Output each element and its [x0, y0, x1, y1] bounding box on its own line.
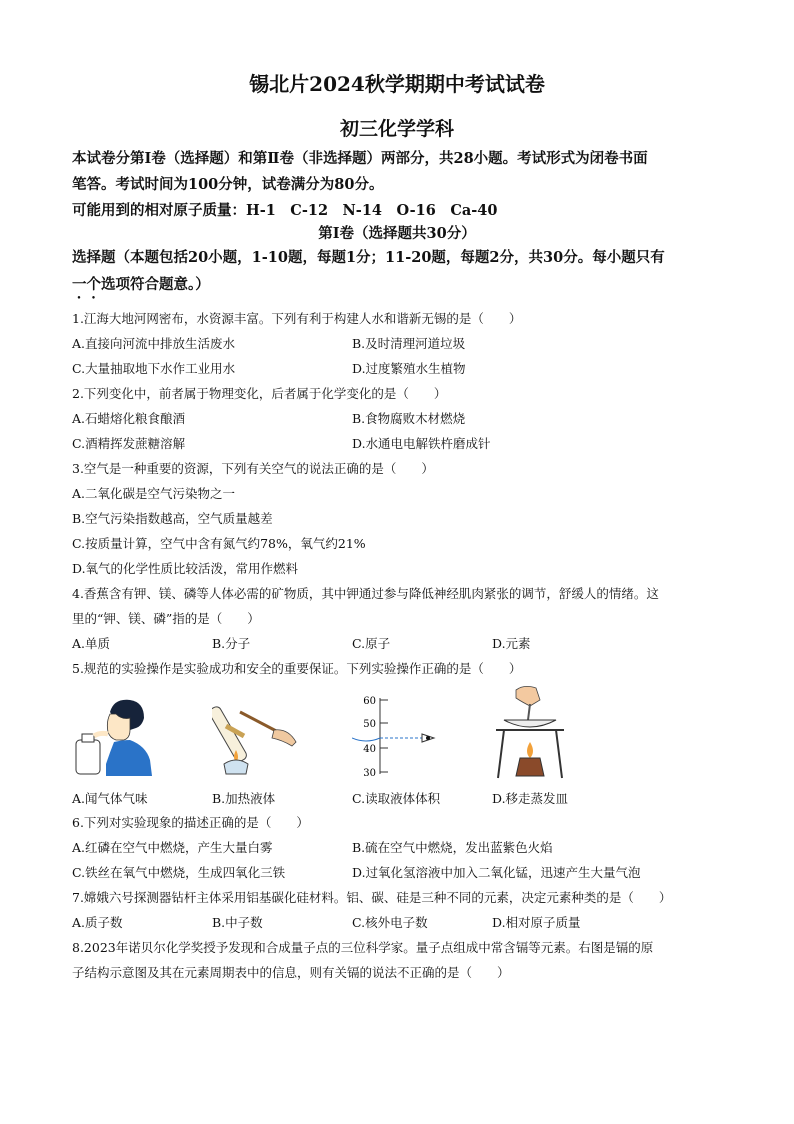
question-8-stem-line-2: 子结构示意图及其在元素周期表中的信息，则有关镉的说法不正确的是（ ）: [72, 965, 510, 980]
question-7-option-a: A.质子数: [72, 915, 123, 930]
stand-leg-right: [556, 730, 562, 778]
flame-shape: [527, 742, 533, 758]
smell-gas-figure: [70, 694, 152, 778]
question-1-stem: 1.江海大地河网密布，水资源丰富。下列有利于构建人水和谐新无锡的是（ ）: [72, 311, 522, 326]
question-6-stem: 6.下列对实验现象的描述正确的是（ ）: [72, 815, 309, 830]
evaporating-dish: [504, 720, 556, 727]
question-5-option-a: A.闻气体气味: [72, 791, 148, 806]
question-4-stem-line-1: 4.香蕉含有钾、镁、磷等人体必需的矿物质，其中钾通过参与降低神经肌肉紧张的调节，舒缓人的情绪。这: [72, 586, 659, 601]
question-4-option-c: C.原子: [352, 636, 391, 651]
question-2-option-d: D.水通电电解铁杵磨成针: [352, 436, 491, 451]
instruction-line-2: [72, 273, 210, 302]
question-2-option-b: B.食物腐败木材燃烧: [352, 411, 466, 426]
exam-subtitle: 初三化学学科: [339, 118, 454, 140]
question-6-option-b: B.硫在空气中燃烧，发出蓝紫色火焰: [352, 840, 553, 855]
eye-pupil: [426, 736, 430, 740]
alcohol-lamp: [516, 758, 544, 776]
question-5-option-c: C.读取液体体积: [352, 791, 441, 806]
question-3-stem: 3.空气是一种重要的资源，下列有关空气的说法正确的是（ ）: [72, 461, 434, 476]
read-volume-figure: [352, 690, 442, 780]
question-8-stem-line-1: 8.2023年诺贝尔化学奖授予发现和合成量子点的三位科学家。量子点组成中常含镉等元素。右图是镉的原: [72, 940, 654, 955]
question-5-option-d: D.移走蒸发皿: [492, 791, 569, 806]
question-2-stem: 2.下列变化中，前者属于物理变化，后者属于化学变化的是（ ）: [72, 386, 447, 401]
question-3-option-a: A.二氧化碳是空气污染物之一: [72, 486, 236, 501]
tick-label: 40: [363, 744, 376, 755]
question-5-option-b: B.加热液体: [212, 791, 276, 806]
question-7-option-b: B.中子数: [212, 915, 263, 930]
move-dish-figure: [490, 684, 570, 780]
hand-shape: [272, 730, 296, 746]
tick-label: 60: [363, 696, 376, 707]
stand-leg-left: [498, 730, 504, 778]
tick-label: 30: [363, 768, 376, 779]
question-7-stem: 7.嫦娥六号探测器钻杆主体采用铝基碳化硅材料。铝、碳、硅是三种不同的元素，决定元素种类的是（ ）: [72, 890, 672, 905]
question-6-option-c: C.铁丝在氧气中燃烧，生成四氧化三铁: [72, 865, 286, 880]
hand-shape: [516, 686, 540, 706]
instruction-rest: 选项符合题意。）: [101, 276, 210, 293]
question-7-option-d: D.相对原子质量: [492, 915, 581, 930]
question-5-stem: 5.规范的实验操作是实验成功和安全的重要保证。下列实验操作正确的是（ ）: [72, 661, 522, 676]
question-2-option-a: A.石蜡熔化粮食酿酒: [72, 411, 186, 426]
question-6-option-d: D.过氧化氢溶液中加入二氧化锰，迅速产生大量气泡: [352, 865, 641, 880]
tick-label: 50: [363, 719, 376, 730]
alcohol-lamp: [224, 760, 248, 774]
emphasis-dotted: 一个: [72, 276, 101, 293]
question-7-option-c: C.核外电子数: [352, 915, 428, 930]
question-1-option-c: C.大量抽取地下水作工业用水: [72, 361, 236, 376]
exam-title: 锡北片2024秋学期期中考试试卷: [249, 72, 545, 96]
hand-shape: [94, 733, 108, 736]
question-4-option-d: D.元素: [492, 636, 531, 651]
question-3-option-d: D.氧气的化学性质比较活泼，常用作燃料: [72, 561, 299, 576]
meniscus: [352, 738, 380, 741]
question-4-option-b: B.分子: [212, 636, 251, 651]
question-1-option-d: D.过度繁殖水生植物: [352, 361, 466, 376]
question-6-option-a: A.红磷在空气中燃烧，产生大量白雾: [72, 840, 273, 855]
section-heading: 第Ⅰ卷（选择题共30分）: [318, 225, 476, 242]
question-4-option-a: A.单质: [72, 636, 111, 651]
shirt-shape: [106, 740, 152, 776]
question-3-option-b: B.空气污染指数越高，空气质量越差: [72, 511, 273, 526]
atomic-masses: 可能用到的相对原子质量：H-1 C-12 N-14 O-16 Ca-40: [72, 202, 498, 219]
question-2-option-c: C.酒精挥发蔗糖溶解: [72, 436, 186, 451]
question-1-option-a: A.直接向河流中排放生活废水: [72, 336, 236, 351]
gas-bottle: [76, 740, 100, 774]
intro-line-1: 本试卷分第Ⅰ卷（选择题）和第Ⅱ卷（非选择题）两部分，共28小题。考试形式为闭卷书面: [72, 150, 648, 167]
question-1-option-b: B.及时清理河道垃圾: [352, 336, 466, 351]
intro-line-2: 笔答。考试时间为100分钟，试卷满分为80分。: [72, 176, 384, 193]
instruction-line-1: 选择题（本题包括20小题，1-10题，每题1分；11-20题，每题2分，共30分。每小题只有: [72, 249, 665, 266]
fingers-holding: [528, 704, 530, 720]
question-4-stem-line-2: 里的“钾、镁、磷”指的是（ ）: [72, 611, 260, 626]
question-3-option-c: C.按质量计算，空气中含有氮气约78%，氧气约21%: [72, 536, 366, 551]
heat-liquid-figure: [212, 690, 300, 782]
bottle-neck: [82, 734, 94, 742]
